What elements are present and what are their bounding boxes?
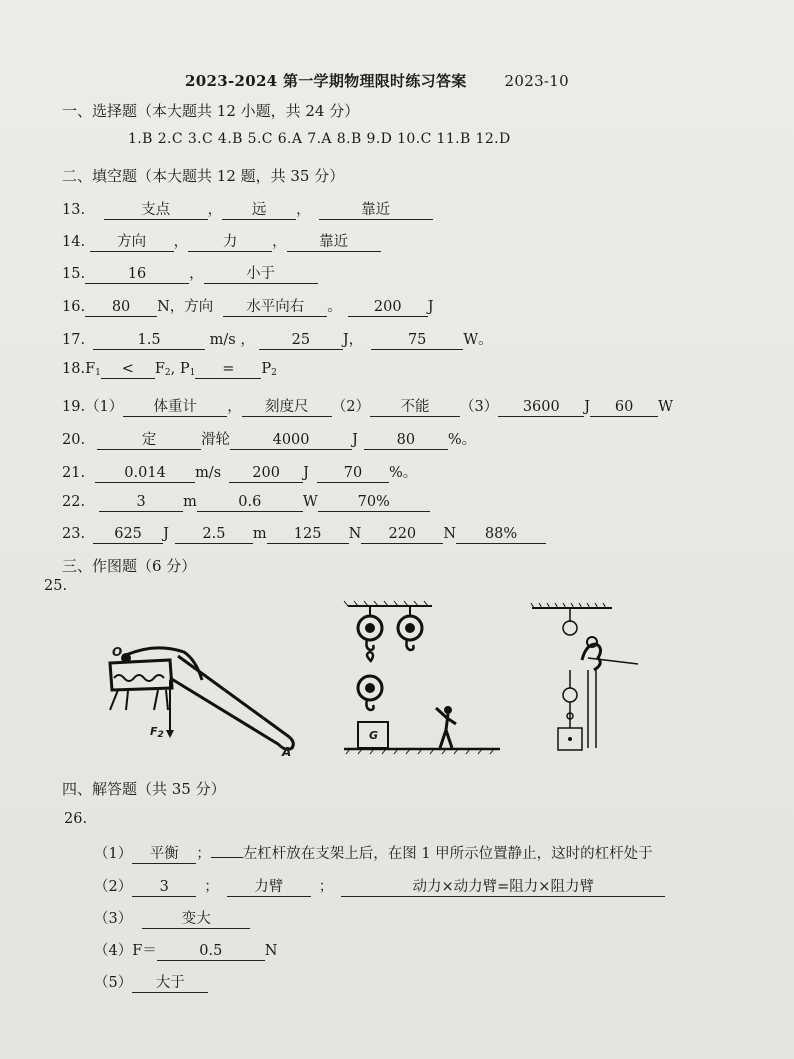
section-1-heading: 一、选择题（本大题共 12 小题，共 24 分） xyxy=(62,102,360,120)
q23-blank-a: 625 xyxy=(93,526,163,544)
q20-blank-c: 80 xyxy=(364,432,448,450)
section-2-heading: 二、填空题（本大题共 12 题，共 35 分） xyxy=(62,167,345,185)
q21-blank-b: 200 xyxy=(229,465,303,483)
mc-answers: 1.B 2.C 3.C 4.B 5.C 6.A 7.A 8.B 9.D 10.C 11.B 12.D xyxy=(128,131,511,147)
q26-2-blank-c: 动力×动力臂=阻力×阻力臂 xyxy=(341,879,665,897)
page-title xyxy=(185,70,569,91)
q14-blank-c: 靠近 xyxy=(287,234,381,252)
pulley-block-figure xyxy=(340,598,510,758)
q16-blank-c: 200 xyxy=(348,299,428,317)
section-3-heading: 三、作图题（6 分） xyxy=(62,557,197,575)
q22-line: 22. 3 m 0.6 W 70% xyxy=(62,494,430,512)
q26-part-3: （3） 变大 xyxy=(94,907,250,929)
q20-blank-a: 定 xyxy=(97,432,201,450)
q23-blank-c: 125 xyxy=(267,526,349,544)
q16-line: 16. 80 N，方向 水平向右 。 200 J xyxy=(62,299,434,315)
q26-5-blank-a: 大于 xyxy=(132,975,208,993)
q18-line: $18.F_1 < F_2$, $P_1 = P_2$ xyxy=(62,361,277,378)
q17-blank-c: 75 xyxy=(371,332,463,350)
q26-3-blank-a: 变大 xyxy=(142,911,250,929)
q26-4-blank-a: 0.5 xyxy=(157,943,265,961)
q23-blank-b: 2.5 xyxy=(175,526,253,544)
q26-part-1: （1） 平衡 ； 左杠杆放在支架上后，在图 1 甲所示位置静止，这时的杠杆处于 xyxy=(94,846,653,862)
q17-line: 17. 1.5 m/s ， 25 J， 75 W。 xyxy=(62,332,493,348)
q14-blank-b: 力 xyxy=(188,234,272,252)
pulley-weight-figure xyxy=(530,598,650,758)
q19-blank-d: 3600 xyxy=(498,399,584,417)
q22-blank-c: 70% xyxy=(318,494,430,512)
title-text: 2023-2024 第一学期物理限时练习答案 xyxy=(185,72,467,90)
q20-blank-b: 4000 xyxy=(230,432,352,450)
q21-line: 21. 0.014 m/s 200 J 70 %。 xyxy=(62,465,418,481)
q19-line: 19.（1） 体重计 ， 刻度尺 （2） 不能 （3） 3600 J 60 W xyxy=(62,399,673,415)
q26-part-5: （5） 大于 xyxy=(94,971,208,993)
q19-blank-b: 刻度尺 xyxy=(242,399,332,417)
q13-blank-b: 远 xyxy=(222,202,296,220)
q13-line: 13. 支点 ， 远 ， 靠近 xyxy=(62,198,433,220)
q15-line: 15. 16 ， 小于 xyxy=(62,262,318,284)
q15-blank-a: 16 xyxy=(85,266,189,284)
q19-blank-a: 体重计 xyxy=(123,399,227,417)
q26-2-blank-b: 力臂 xyxy=(227,879,311,897)
q23-line: 23. 625 J 2.5 m 125 N 220 N 88% xyxy=(62,526,546,544)
q14-blank-a: 方向 xyxy=(90,234,174,252)
q26-1-blank-a: 平衡 xyxy=(132,846,196,864)
q13-blank-c: 靠近 xyxy=(319,202,433,220)
fig-label-o: O xyxy=(112,645,123,659)
section-4-heading: 四、解答题（共 35 分） xyxy=(62,780,226,798)
q19-blank-e: 60 xyxy=(590,399,658,417)
q16-blank-b: 水平向右 xyxy=(223,299,327,317)
q22-blank-b: 0.6 xyxy=(197,494,303,512)
q19-blank-c: 不能 xyxy=(370,399,460,417)
q18-blank-b: = xyxy=(195,361,261,379)
title-date: 2023-10 xyxy=(504,72,569,90)
q26-part-2: （2） 3 ； 力臂 ； 动力×动力臂=阻力×阻力臂 xyxy=(94,875,665,897)
q26-2-blank-a: 3 xyxy=(132,879,196,897)
q21-blank-c: 70 xyxy=(317,465,389,483)
q17-blank-b: 25 xyxy=(259,332,343,350)
q20-line: 20. 定 滑轮 4000 J 80 %。 xyxy=(62,432,477,448)
q21-blank-a: 0.014 xyxy=(95,465,195,483)
fig-label-g: G xyxy=(369,729,379,742)
q25-number: 25. xyxy=(44,578,68,594)
fig-label-a: A xyxy=(282,745,292,759)
fig-label-f2: $F_2$ xyxy=(150,725,164,740)
q23-blank-d: 220 xyxy=(361,526,443,544)
q15-blank-b: 小于 xyxy=(204,266,318,284)
lever-pliers-figure xyxy=(100,638,310,763)
q18-blank-a: < xyxy=(101,361,155,379)
q26-part-4: （4）F＝ 0.5 N xyxy=(94,943,278,959)
q17-blank-a: 1.5 xyxy=(93,332,205,350)
q13-blank-a: 支点 xyxy=(104,202,208,220)
q14-line: 14. 方向 ， 力 ， 靠近 xyxy=(62,230,381,252)
q26-number: 26. xyxy=(64,811,88,827)
q22-blank-a: 3 xyxy=(99,494,183,512)
q23-blank-e: 88% xyxy=(456,526,546,544)
q16-blank-a: 80 xyxy=(85,299,157,317)
